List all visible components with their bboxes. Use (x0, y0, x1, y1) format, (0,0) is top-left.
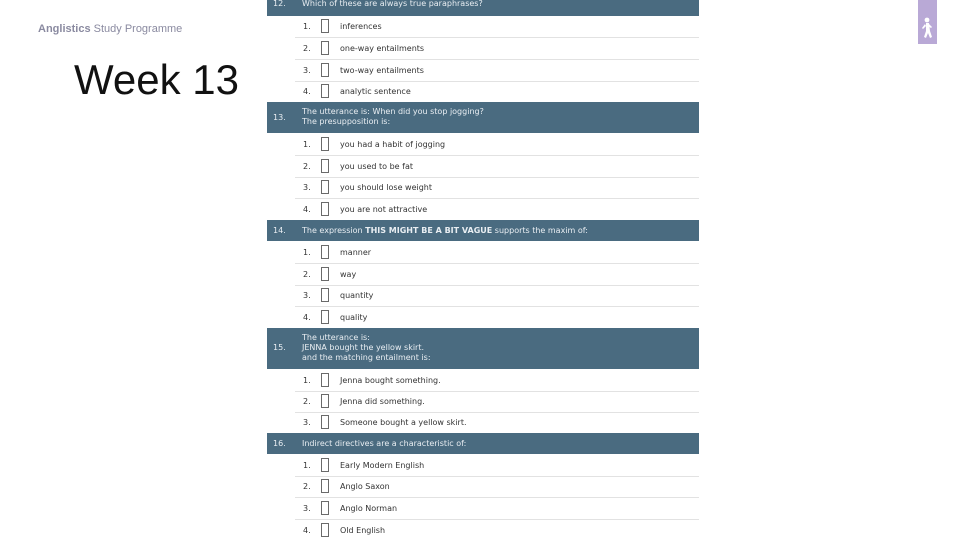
option-checkbox[interactable] (321, 180, 329, 194)
option-checkbox[interactable] (321, 84, 329, 98)
option-label: one-way entailments (340, 44, 425, 53)
option-number: 1. (303, 140, 311, 149)
option-number: 2. (303, 44, 311, 53)
option-checkbox[interactable] (321, 19, 329, 33)
question-text-line: The presupposition is: (302, 117, 391, 126)
option-checkbox[interactable] (321, 310, 329, 324)
programme-name-bold: Anglistics (38, 23, 91, 35)
option-row[interactable] (295, 307, 699, 329)
option-row[interactable] (295, 285, 699, 307)
option-checkbox[interactable] (321, 159, 329, 173)
option-checkbox[interactable] (321, 501, 329, 515)
option-checkbox[interactable] (321, 394, 329, 408)
option-label: Anglo Saxon (340, 482, 390, 491)
option-number: 3. (303, 183, 311, 192)
question-text-line: JENNA bought the yellow skirt. (302, 343, 425, 352)
quiz-panel (267, 0, 699, 540)
option-row[interactable] (295, 264, 699, 286)
option-number: 4. (303, 87, 311, 96)
option-checkbox[interactable] (321, 288, 329, 302)
option-label: inferences (340, 22, 382, 31)
option-number: 1. (303, 376, 311, 385)
option-row[interactable] (295, 498, 699, 520)
question-text: Which of these are always true paraphrases? (302, 0, 483, 8)
option-number: 2. (303, 270, 311, 279)
option-checkbox[interactable] (321, 267, 329, 281)
option-row[interactable] (295, 412, 699, 434)
option-number: 2. (303, 397, 311, 406)
question-text-line: The utterance is: (302, 333, 370, 342)
option-checkbox[interactable] (321, 479, 329, 493)
option-label: you used to be fat (340, 162, 413, 171)
question-text-emphasis: THIS MIGHT BE A BIT VAGUE (365, 226, 493, 235)
question-text (302, 107, 484, 127)
option-checkbox[interactable] (321, 202, 329, 216)
page-title: Week 13 (74, 56, 239, 103)
option-label: analytic sentence (340, 87, 411, 96)
option-checkbox[interactable] (321, 63, 329, 77)
option-label: you had a habit of jogging (340, 140, 446, 149)
option-label: Old English (340, 526, 386, 535)
option-number: 1. (303, 248, 311, 257)
option-label: you should lose weight (340, 183, 433, 192)
programme-name-rest: Study Programme (90, 23, 183, 35)
question-number: 16. (273, 439, 286, 448)
option-checkbox[interactable] (321, 137, 329, 151)
option-label: manner (340, 248, 372, 257)
option-number: 3. (303, 418, 311, 427)
question-text-line: and the matching entailment is: (302, 353, 431, 362)
option-row[interactable] (295, 38, 699, 60)
option-checkbox[interactable] (321, 458, 329, 472)
option-row[interactable] (295, 156, 699, 178)
option-label: quantity (340, 291, 374, 300)
option-label: Early Modern English (340, 461, 425, 470)
question-header-16 (267, 433, 699, 454)
question-text-part: The expression (302, 226, 366, 235)
option-row[interactable] (295, 81, 699, 103)
option-number: 4. (303, 526, 311, 535)
option-number: 4. (303, 313, 311, 322)
option-label: way (340, 270, 357, 279)
option-number: 2. (303, 482, 311, 491)
question-header-12 (267, 0, 699, 16)
question-header-15 (267, 328, 699, 369)
option-number: 3. (303, 291, 311, 300)
option-number: 4. (303, 205, 311, 214)
question-text (302, 333, 431, 363)
option-label: Someone bought a yellow skirt. (340, 418, 467, 427)
question-text-line: The utterance is: When did you stop jogging? (302, 107, 484, 116)
option-label: Jenna did something. (340, 397, 425, 406)
option-checkbox[interactable] (321, 523, 329, 537)
option-row[interactable] (295, 60, 699, 82)
option-row[interactable] (295, 242, 699, 264)
question-number: 12. (273, 0, 286, 8)
figure-logo-icon (918, 0, 937, 44)
question-number: 13. (273, 113, 286, 122)
option-row[interactable] (295, 177, 699, 199)
option-number: 2. (303, 162, 311, 171)
option-row[interactable] (295, 134, 699, 156)
option-label: Jenna bought something. (340, 376, 441, 385)
option-checkbox[interactable] (321, 415, 329, 429)
question-text (302, 226, 588, 236)
option-label: two-way entailments (340, 66, 424, 75)
question-text-part: supports the maxim of: (492, 226, 588, 235)
option-number: 3. (303, 504, 311, 513)
programme-title (38, 23, 182, 35)
option-label: Anglo Norman (340, 504, 398, 513)
option-row[interactable] (295, 520, 699, 540)
option-row[interactable] (295, 391, 699, 413)
question-number: 14. (273, 226, 286, 235)
option-row[interactable] (295, 476, 699, 498)
option-row[interactable] (295, 199, 699, 221)
option-row[interactable] (295, 455, 699, 477)
question-number: 15. (273, 343, 286, 352)
question-header-13 (267, 102, 699, 133)
question-header-14 (267, 220, 699, 241)
option-checkbox[interactable] (321, 373, 329, 387)
option-checkbox[interactable] (321, 41, 329, 55)
option-row[interactable] (295, 370, 699, 392)
option-label: you are not attractive (340, 205, 428, 214)
option-number: 3. (303, 66, 311, 75)
option-label: quality (340, 313, 368, 322)
question-text: Indirect directives are a characteristic of: (302, 439, 467, 448)
option-number: 1. (303, 461, 311, 470)
option-number: 1. (303, 22, 311, 31)
option-checkbox[interactable] (321, 245, 329, 259)
option-row[interactable] (295, 16, 699, 38)
